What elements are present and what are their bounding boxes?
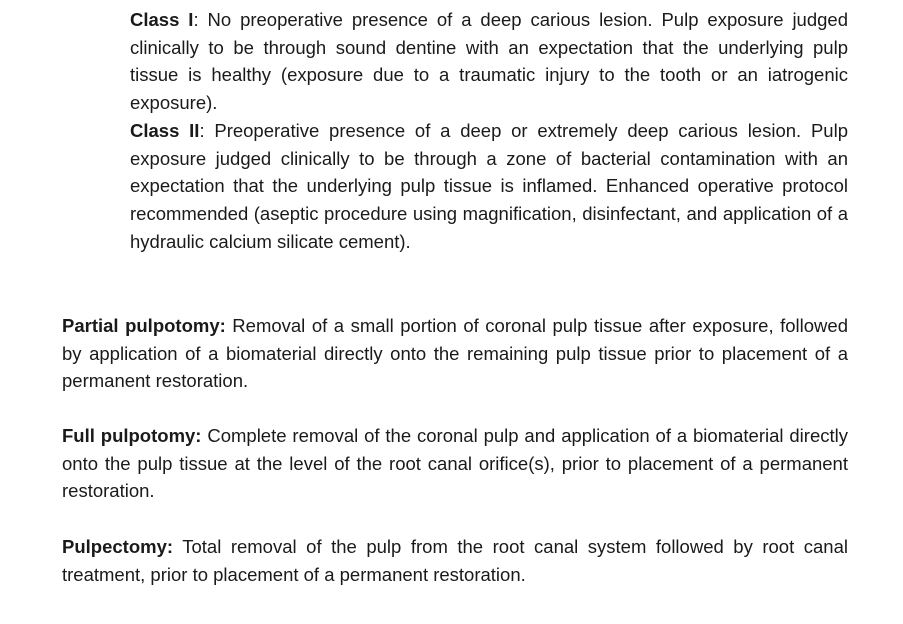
full-pulpotomy-term: Full pulpotomy: bbox=[62, 425, 202, 446]
class-2-text: Preoperative presence of a deep or extremely deep carious lesion. Pulp exposure judged clinically to be through a zone of bacterial contamination with an expectation that the underlying pulp tissue is inflamed. Enhanced operative protocol recommended (aseptic procedure using magnification, disinfectant, and application of a hydraulic calcium silicate cement). bbox=[130, 120, 848, 252]
class-2-term: Class II bbox=[130, 120, 200, 141]
class-1-text: No preoperative presence of a deep carious lesion. Pulp exposure judged clinically to be through sound dentine with an expectation that the underlying pulp tissue is healthy (exposure due to a traumatic injury to the tooth or an iatrogenic exposure). bbox=[130, 9, 848, 114]
full-pulpotomy-paragraph bbox=[62, 422, 848, 505]
pulpectomy-term: Pulpectomy: bbox=[62, 536, 174, 557]
class-2-paragraph bbox=[130, 117, 848, 256]
partial-pulpotomy-text: Removal of a small portion of coronal pulp tissue after exposure, followed by application of a biomaterial directly onto the remaining pulp tissue prior to placement of a permanent restoration. bbox=[62, 315, 848, 392]
pulpectomy-text: Total removal of the pulp from the root canal system followed by root canal treatment, prior to placement of a permanent restoration. bbox=[62, 536, 848, 585]
full-pulpotomy-text: Complete removal of the coronal pulp and application of a biomaterial directly onto the pulp tissue at the level of the root canal orifice(s), prior to placement of a permanent restoration. bbox=[62, 425, 848, 502]
class-1-separator: : bbox=[193, 9, 208, 30]
partial-pulpotomy-term: Partial pulpotomy: bbox=[62, 315, 226, 336]
class-1-paragraph bbox=[130, 6, 848, 117]
partial-pulpotomy-paragraph bbox=[62, 312, 848, 395]
class-2-separator: : bbox=[199, 120, 215, 141]
class-1-term: Class I bbox=[130, 9, 194, 30]
pulpectomy-paragraph bbox=[62, 533, 848, 588]
